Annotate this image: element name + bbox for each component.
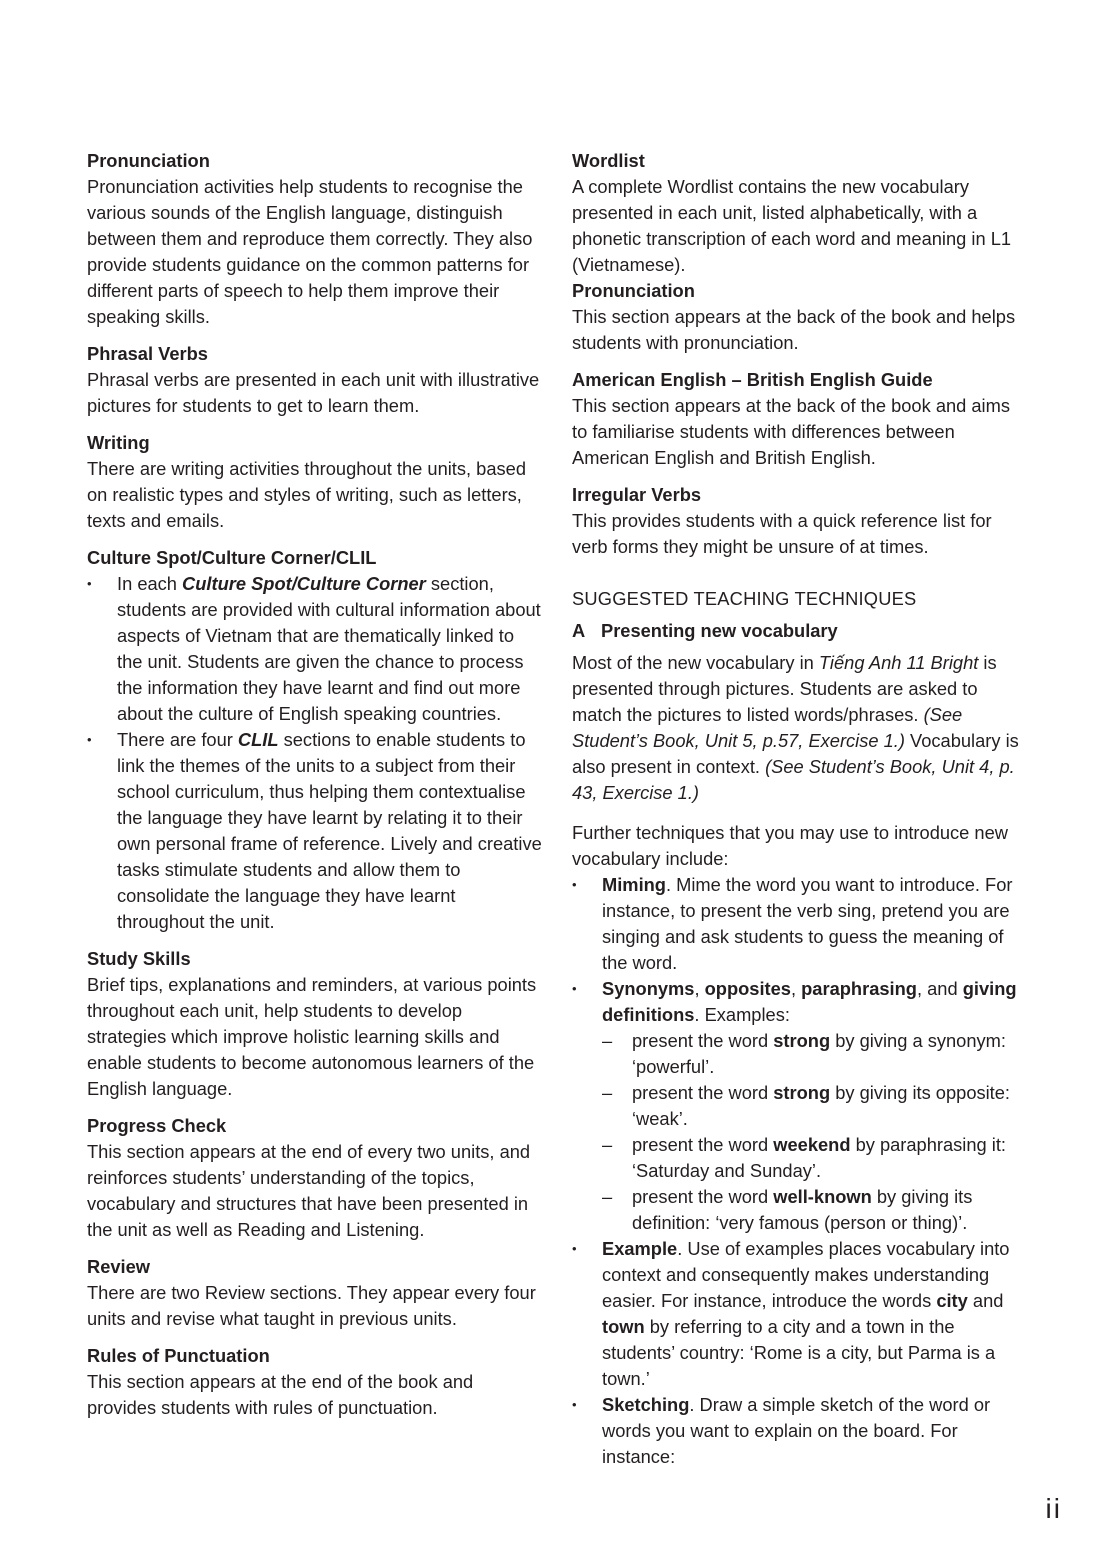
list-item-sketching: • Sketching. Draw a simple sketch of the word or words you want to explain on the board. For instance: — [572, 1392, 1027, 1470]
section-text: There are two Review sections. They appear every four units and revise what taught in previous units. — [87, 1282, 536, 1329]
page-number: ii — [1045, 1493, 1062, 1524]
list-item-example: • Example. Use of examples places vocabulary into context and consequently makes understanding easier. For instance, introduce the words city and town by referring to a city and a town in the students’ country: ‘Rome is a city, but Parma is a town.’ — [572, 1236, 1027, 1392]
section-text: A complete Wordlist contains the new vocabulary presented in each unit, listed alphabetically, with a phonetic transcription of each word and meaning in L1 (Vietnamese). — [572, 176, 1012, 275]
section-title: Culture Spot/Culture Corner/CLIL — [87, 547, 377, 568]
section-rules-of-punctuation — [87, 1343, 542, 1421]
emphasis: Culture Spot/Culture Corner — [182, 573, 426, 594]
section-title: American English – British English Guide — [572, 369, 933, 390]
section-teaching-techniques — [572, 586, 1027, 1470]
section-text: This section appears at the end of the book and provides students with rules of punctuation. — [87, 1371, 474, 1418]
section-text: There are writing activities throughout the units, based on realistic types and styles of writing, such as letters, texts and emails. — [87, 458, 526, 531]
section-title: Phrasal Verbs — [87, 343, 208, 364]
left-column — [87, 148, 542, 1432]
section-title: Pronunciation — [572, 280, 695, 301]
list-item-miming: • Miming. Mime the word you want to introduce. For instance, to present the verb sing, pretend you are singing and ask students to guess the meaning of the word. — [572, 872, 1027, 976]
section-text: Brief tips, explanations and reminders, at various points throughout each unit, help students to develop strategies which improve holistic learning skills and enable students to become autonomous learners of the English language. — [87, 974, 537, 1099]
techniques-further: Further techniques that you may use to introduce new vocabulary include: — [572, 822, 1008, 869]
section-text: Pronunciation activities help students to recognise the various sounds of the English language, distinguish between them and reproduce them correctly. They also provide students guidance on the common patterns for different parts of speech to help them improve their speaking skills. — [87, 176, 533, 327]
section-review — [87, 1254, 542, 1332]
section-text: This section appears at the end of every two units, and reinforces students’ understanding of the topics, vocabulary and structures that have been presented in the unit as well as Reading and Listening. — [87, 1141, 531, 1240]
section-title: Pronunciation — [87, 150, 210, 171]
techniques-subheading: A Presenting new vocabulary — [572, 620, 838, 641]
section-writing — [87, 430, 542, 534]
section-title: Rules of Punctuation — [87, 1345, 270, 1366]
section-title: Review — [87, 1256, 151, 1277]
list-item: • There are four CLIL sections to enable students to link the themes of the units to a subject from their school curriculum, thus helping them contextualise the language they have learnt by relating it to their own personal frame of reference. Lively and creative tasks stimulate students and allow them to consolidate the language they have learnt throughout the unit. — [87, 727, 542, 935]
list-item: – present the word weekend by paraphrasing it: ‘Saturday and Sunday’. — [602, 1132, 1027, 1184]
section-pronunciation-appendix — [572, 278, 1027, 356]
section-title: Writing — [87, 432, 150, 453]
section-american-british-guide — [572, 367, 1027, 471]
list-item: – present the word strong by giving a synonym: ‘powerful’. — [602, 1028, 1027, 1080]
section-progress-check — [87, 1113, 542, 1243]
section-text: This section appears at the back of the book and helps students with pronunciation. — [572, 306, 1016, 353]
examples-list — [602, 1028, 1027, 1236]
technique-list — [572, 872, 1027, 1470]
section-wordlist — [572, 148, 1027, 278]
section-pronunciation — [87, 148, 542, 330]
list-item: – present the word well-known by giving its definition: ‘very famous (person or thing)’. — [602, 1184, 1027, 1236]
techniques-heading: SUGGESTED TEACHING TECHNIQUES — [572, 588, 917, 609]
list-item: • In each Culture Spot/Culture Corner section, students are provided with cultural information about aspects of Vietnam that are thematically linked to the unit. Students are given the chance to process the information they have learnt and find out more about the culture of English speaking countries. — [87, 571, 542, 727]
section-title: Study Skills — [87, 948, 191, 969]
right-column — [572, 148, 1027, 1481]
emphasis: CLIL — [237, 729, 279, 750]
section-culture — [87, 545, 542, 935]
section-title: Wordlist — [572, 150, 645, 171]
section-title: Irregular Verbs — [572, 484, 702, 505]
techniques-intro: Most of the new vocabulary in Tiếng Anh 11 Bright is presented through pictures. Students are asked to match the pictures to listed words/phrases. (See Student’s Book, Unit 5, p.57, Exercise 1.) Vocabulary is also present in context. (See Student’s Book, Unit 4, p. 43, Exercise 1.) — [572, 652, 1019, 803]
section-text: This section appears at the back of the book and aims to familiarise students with differences between American English and British English. — [572, 395, 1010, 468]
section-phrasal-verbs — [87, 341, 542, 419]
section-title: Progress Check — [87, 1115, 227, 1136]
list-item-synonyms: • Synonyms, opposites, paraphrasing, and giving definitions. Examples: – present the word strong by giving a synonym: ‘powerful’. – present the word strong by giving its opposite: ‘weak’. – present the word weekend by paraphrasing it: ‘Saturday and Sunday’. – present the word well-known by giving its definition: ‘very famous (person or thing)’. — [572, 976, 1027, 1236]
list-item: – present the word strong by giving its opposite: ‘weak’. — [602, 1080, 1027, 1132]
section-text: This provides students with a quick reference list for verb forms they might be unsure of at times. — [572, 510, 992, 557]
section-study-skills — [87, 946, 542, 1102]
section-text: Phrasal verbs are presented in each unit with illustrative pictures for students to get to learn them. — [87, 369, 540, 416]
culture-bullet-list — [87, 571, 542, 935]
section-irregular-verbs — [572, 482, 1027, 560]
